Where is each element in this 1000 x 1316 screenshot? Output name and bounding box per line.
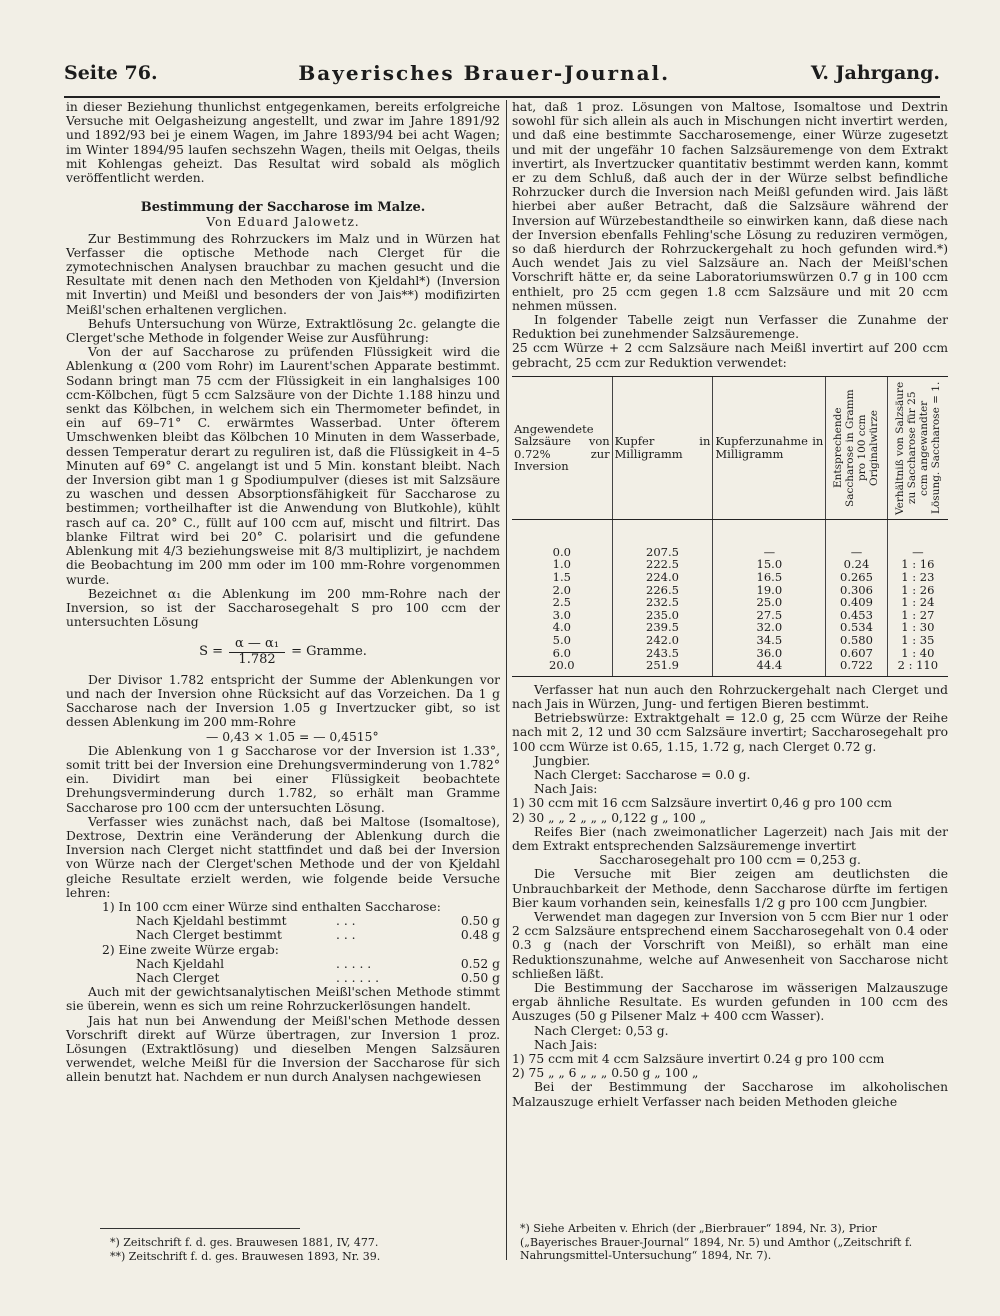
article-author: Von Eduard Jalowetz. [206,215,360,230]
result-label: Nach Kjeldahl [136,956,225,971]
paragraph: Die Ablenkung von 1 g Saccharose vor der Inversion ist 1.33°, somit tritt bei der Inversion eine Drehungsverminderung von 1.782° ein. Dividirt man bei einer Flüssigkeit beobachtete Drehungsverminderung durch 1.782, so erhält man Gramme Saccharose pro 100 ccm der untersuchten Lösung. [66,743,500,815]
right-column [512,100,948,1109]
table-cell: 0.306 [826,584,887,597]
list-item: 1) 30 ccm mit 16 ccm Salzsäure invertirt 0,46 g pro 100 ccm [512,796,893,811]
footnote: *) Siehe Arbeiten v. Ehrich (der „Bierbrauer“ 1894, Nr. 3), Prior („Bayerisches Brauer-Journal“ 1894, Nr. 5) und Amthor („Zeitschrift f. Nahrungsmittel-Untersuchung“ 1894, Nr. 7). [520,1222,913,1262]
experiment-2: 2) Eine zweite Würze ergab: [102,942,279,957]
paragraph: Auch mit der gewichtsanalytischen Meißl'schen Methode stimmt sie überein, wenn es sich um reine Rohrzuckerlösungen handelt. [66,985,500,1014]
left-column [66,100,500,1085]
table-cell: 1 : 27 [887,609,948,622]
table-cell: 2.0 [552,582,571,597]
formula-fraction [229,637,285,666]
table-header-text: Entsprechende Saccharose in Gramm pro 100 ccm Originalwürze [832,389,881,507]
left-footnotes [110,1236,480,1263]
table-cell: 16.5 [713,571,826,584]
table-cell: 34.5 [713,634,826,647]
table-cell: 1.0 [552,557,571,572]
table-cell: 251.9 [612,659,713,676]
journal-title: Bayerisches Brauer-Journal. [298,61,671,85]
table-cell: 226.5 [612,584,713,597]
table-cell: 19.0 [713,584,826,597]
paragraph: Reifes Bier (nach zweimonatlicher Lagerzeit) nach Jais mit der dem Extrakt entsprechenden Salzsäuremenge invertirt [512,824,948,854]
table-cell: 5.0 [552,633,571,648]
table-cell: 0.534 [826,621,887,634]
paragraph: hat, daß 1 proz. Lösungen von Maltose, Isomaltose und Dextrin sowohl für sich allein als auch in Mischungen nicht invertirt werden, und daß eine bestimmte Saccharosemenge, einer Würze zugesetzt und mit der ungefähr 10 fachen Salzsäuremenge von dem Extrakt invertirt, als Invertzucker quantitativ bestimmt werden kann, kommt er zu dem Schluß, daß auch der in der Würze selbst befindliche Rohrzucker durch die Inversion nach Meißl gefunden wird. Jais läßt hierbei aber außer Betracht, daß die Salzsäure während der Inversion auf Würzebestandtheile so einwirken kann, daß diese nach der Inversion ebenfalls Fehling'sche Lösung zu reduziren vermögen, so daß hierdurch der Rohrzuckergehalt zu hoch gefunden wird.*) Auch wendet Jais zu viel Salzsäure an. Nach der Meißl'schen Vorschrift hätte er, da seine Laboratoriumswürzen 0.7 g in 100 ccm enthielt, pro 25 ccm gegen 1.8 ccm Salzsäure und mit 20 ccm nehmen müssen. [512,100,948,313]
column-divider [506,100,507,1260]
paragraph: Behufs Untersuchung von Würze, Extraktlösung 2c. gelangte die Clerget'sche Methode in folgender Weise zur Ausführung: [66,316,500,346]
page-number: Seite 76. [64,62,158,84]
equation: — 0,43 × 1.05 = — 0,4515° [206,729,379,744]
table-row [512,519,948,558]
list-item: 2) 30 „ „ 2 „ „ „ 0,122 g „ 100 „ [512,810,707,825]
paragraph: Bei der Bestimmung der Saccharose im alkoholischen Malzauszuge erhielt Verfasser nach beiden Methoden gleiche [512,1080,948,1109]
table-cell: 36.0 [713,647,826,660]
table-header-cell: Kupfer in Milligramm [612,376,713,519]
table-cell: 242.0 [612,634,713,647]
header-rule [64,96,940,98]
table-header-cell: Kupferzunahme in Milligramm [713,376,826,519]
intro-paragraph: in dieser Beziehung thunlichst entgegenkamen, bereits erfolgreiche Versuche mit Oelgasheizung angestellt, und zwar im Jahre 1891/92 und 1892/93 bei je einem Wagen, im Jahre 1893/94 bei acht Wagen; im Winter 1894/95 laufen sechszehn Wagen, theils mit Oelgas, theils mit Kohlengas geheizt. Das Resultat wird sobald als möglich veröffentlicht werden. [66,100,500,186]
table-cell: 1.5 [552,570,571,585]
table-cell: — [826,519,887,558]
list-item: 2) 75 „ „ 6 „ „ „ 0.50 g „ 100 „ [512,1066,699,1081]
result-label: Nach Kjeldahl bestimmt [136,914,287,929]
table-cell: 20.0 [512,659,612,676]
result-value: 0.48 g [460,928,500,943]
result-dots: . . . [336,928,356,943]
paragraph: Nach Jais: [534,1037,598,1052]
article-title: Bestimmung der Saccharose im Malze. [140,200,426,216]
table-cell: 0.722 [826,659,887,676]
table-cell: 1 : 26 [887,584,948,597]
paragraph: 25 ccm Würze + 2 ccm Salzsäure nach Meißl invertirt auf 200 ccm gebracht, 25 ccm zur Reduktion verwendet: [512,341,948,370]
paragraph: Nach Jais: [534,782,598,797]
paragraph: Die Versuche mit Bier zeigen am deutlichsten die Unbrauchbarkeit der Methode, denn Saccharose dürfte im fertigen Bier kaum vorhanden sein, keinesfalls 1/2 g pro 100 ccm Jungbier. [512,867,948,910]
table-row [512,634,948,647]
paragraph: Die Bestimmung der Saccharose im wässerigen Malzauszuge ergab ähnliche Resultate. Es wurden gefunden in 100 ccm des Auszuges (50 g Pilsener Malz + 400 ccm Wasser). [512,981,948,1024]
result-label: Nach Clerget bestimmt [136,928,282,943]
formula-rhs: = Gramme. [291,643,367,659]
paragraph: Nach Clerget: 0,53 g. [534,1023,669,1038]
table-cell: 4.0 [552,620,571,635]
result-label: Nach Clerget [136,970,220,985]
experiment-1: 1) In 100 ccm einer Würze sind enthalten Saccharose: [102,899,441,914]
result-dots: . . . . . . [336,970,379,985]
table-cell: 224.0 [612,571,713,584]
result-row [136,957,500,971]
paragraph: Jais hat nun bei Anwendung der Meißl'schen Methode dessen Vorschrift direkt auf Würze übertragen, zur Inversion 1 proz. Lösungen (Extraktlösung) und dieselben Mengen Salzsäuren verwendet, welche Meißl für die Inversion der Saccharose für sich allein benutzt hat. Nachdem er nun durch Analysen nachgewiesen [66,1013,500,1085]
table-header-row [512,376,948,519]
paragraph: Saccharosegehalt pro 100 ccm = 0,253 g. [599,853,861,868]
page-header [64,58,940,88]
result-value: 0.52 g [460,956,500,971]
volume-label: V. Jahrgang. [810,62,940,84]
table-cell: 1 : 30 [887,621,948,634]
right-footnote [520,1222,948,1263]
table-cell: 0.453 [826,609,887,622]
table-cell: 207.5 [612,519,713,558]
table-row [512,596,948,609]
table-row [512,558,948,571]
paragraph: Betriebswürze: Extraktgehalt = 12.0 g, 25 ccm Würze der Reihe nach mit 2, 12 und 30 ccm Salzsäure invertirt; Saccharosegehalt pro 100 ccm Würze ist 0.65, 1.15, 1.72 g, nach Clerget 0.72 g. [512,711,948,754]
table-cell: 2.5 [552,595,571,610]
table-cell: 232.5 [612,596,713,609]
table-header-cell [826,376,887,519]
table-cell: 3.0 [552,607,571,622]
result-dots: . . . [336,914,356,929]
saccharose-formula [66,637,500,666]
table-cell: — [713,519,826,558]
table-header-cell: Angewendete Salzsäure von 0.72% zur Inversion [512,376,612,519]
table-cell: 0.24 [826,558,887,571]
table-cell: — [887,519,948,558]
table-cell: 1 : 40 [887,647,948,660]
subheading: Jungbier. [534,753,591,768]
formula-numerator: α — α₁ [229,637,285,652]
table-cell: 222.5 [612,558,713,571]
table-cell: 32.0 [713,621,826,634]
formula-lhs: S = [199,643,224,659]
result-row [136,971,500,985]
table-row [512,659,948,676]
table-cell: 0.607 [826,647,887,660]
table-cell: 6.0 [552,645,571,660]
result-value: 0.50 g [460,914,500,929]
table-cell: 44.4 [713,659,826,676]
table-cell: 1 : 23 [887,571,948,584]
table-row [512,584,948,597]
result-row [136,928,500,942]
table-header-text: Verhältniß von Salzsäure zu Saccharose für 25 ccm angewandter Lösung. Saccharose = 1. [893,381,942,515]
result-row [136,914,500,928]
table-row [512,621,948,634]
table-row [512,609,948,622]
list-item: 1) 75 ccm mit 4 ccm Salzsäure invertirt 0.24 g pro 100 ccm [512,1052,885,1067]
paragraph: Von der auf Saccharose zu prüfenden Flüssigkeit wird die Ablenkung α (200 vom Rohr) im Laurent'schen Apparate bestimmt. Sodann bringt man 75 ccm der Flüssigkeit in ein langhalsiges 100 ccm-Kölbchen, fügt 5 ccm Salzsäure von der Dichte 1.188 hinzu und senkt das Kölbchen, in welchem sich ein Thermometer befindet, in ein auf 69–71° C. erwärmtes Wasserbad. Unter öfterem Umschwenken bleibt das Kölbchen 10 Minuten in dem Wasserbade, dessen Temperatur derart zu reguliren ist, daß die Flüssigkeit in 4–5 Minuten auf 69° C. angelangt ist und 5 Min. konstant bleibt. Nach der Inversion gibt man 1 g Spodiumpulver (dieses ist mit Salzsäure zu waschen und dessen Absorptionsfähigkeit für Saccharose zu bestimmen; vortheilhafter ist die Anwendung von Blutkohle), kühlt rasch auf ca. 20° C., füllt auf 100 ccm auf, mischt und filtrirt. Das blanke Filtrat wird bei 20° C. polarisirt und die gefundene Ablenkung mit 4/3 beziehungsweise mit 8/3 multiplizirt, je nachdem die Beobachtung im 200 mm oder im 100 mm-Rohre vorgenommen wurde. [66,345,500,587]
footnote: **) Zeitschrift f. d. ges. Brauwesen 1893, Nr. 39. [110,1249,381,1263]
footnote-rule [100,1228,300,1229]
paragraph: Bezeichnet α₁ die Ablenkung im 200 mm-Rohre nach der Inversion, so ist der Saccharosegehalt S pro 100 ccm der untersuchten Lösung [66,586,500,630]
table-cell: 243.5 [612,647,713,660]
reduction-table [512,376,948,677]
table-cell: 235.0 [612,609,713,622]
paragraph: Zur Bestimmung des Rohrzuckers im Malz und in Würzen hat Verfasser die optische Methode nach Clerget für die zymotechnischen Analysen brauchbar zu machen gesucht und die Resultate mit denen nach den Methoden von Kjeldahl*) (Inversion mit Invertin) und Meißl und besonders der von Jais**) modifizirten Meißl'schen erhaltenen verglichen. [66,231,500,317]
paragraph: Nach Clerget: Saccharose = 0.0 g. [534,768,751,783]
table-cell: 27.5 [713,609,826,622]
paragraph: Der Divisor 1.782 entspricht der Summe der Ablenkungen vor und nach der Inversion ohne Rücksicht auf das Vorzeichen. Da 1 g Saccharose nach der Inversion 1.05 g Invertzucker gibt, so ist dessen Ablenkung im 200 mm-Rohre [66,672,500,730]
table-cell: 239.5 [612,621,713,634]
paragraph: Verfasser wies zunächst nach, daß bei Maltose (Isomaltose), Dextrose, Dextrin eine Veränderung der Ablenkung durch die Inversion nach Clerget nicht stattfindet und daß bei der Inversion von Würze nach der Clerget'schen Methode und der von Kjeldahl gleiche Resultate erzielt werden, wie folgende beide Versuche lehren: [66,814,500,900]
footnote: *) Zeitschrift f. d. ges. Brauwesen 1881, IV, 477. [110,1236,379,1249]
paragraph: Verwendet man dagegen zur Inversion von 5 ccm Bier nur 1 oder 2 ccm Salzsäure entsprechend einem Saccharosegehalt von 0.4 oder 0.3 g (nach der Vorschrift von Meißl), so erhält man eine Reduktionszunahme, welche auf Anwesenheit von Saccharose nicht schließen läßt. [512,910,948,981]
table-cell: 1 : 16 [887,558,948,571]
formula-denominator: 1.782 [238,651,276,667]
table-cell: 0.580 [826,634,887,647]
table-cell: 0.0 [552,544,571,559]
table-cell: 2 : 110 [887,659,948,676]
table-cell: 1 : 35 [887,634,948,647]
result-dots: . . . . . [336,956,372,971]
table-cell: 0.409 [826,596,887,609]
table-cell: 15.0 [713,558,826,571]
table-cell: 1 : 24 [887,596,948,609]
table-cell: 0.265 [826,571,887,584]
paragraph: Verfasser hat nun auch den Rohrzuckergehalt nach Clerget und nach Jais in Würzen, Jung- und fertigen Bieren bestimmt. [512,682,948,711]
table-row [512,647,948,660]
table-header-cell [887,376,948,519]
table-cell: 25.0 [713,596,826,609]
table-row [512,571,948,584]
paragraph: In folgender Tabelle zeigt nun Verfasser die Zunahme der Reduktion bei zunehmender Salzsäuremenge. [512,313,948,342]
result-value: 0.50 g [460,970,500,985]
